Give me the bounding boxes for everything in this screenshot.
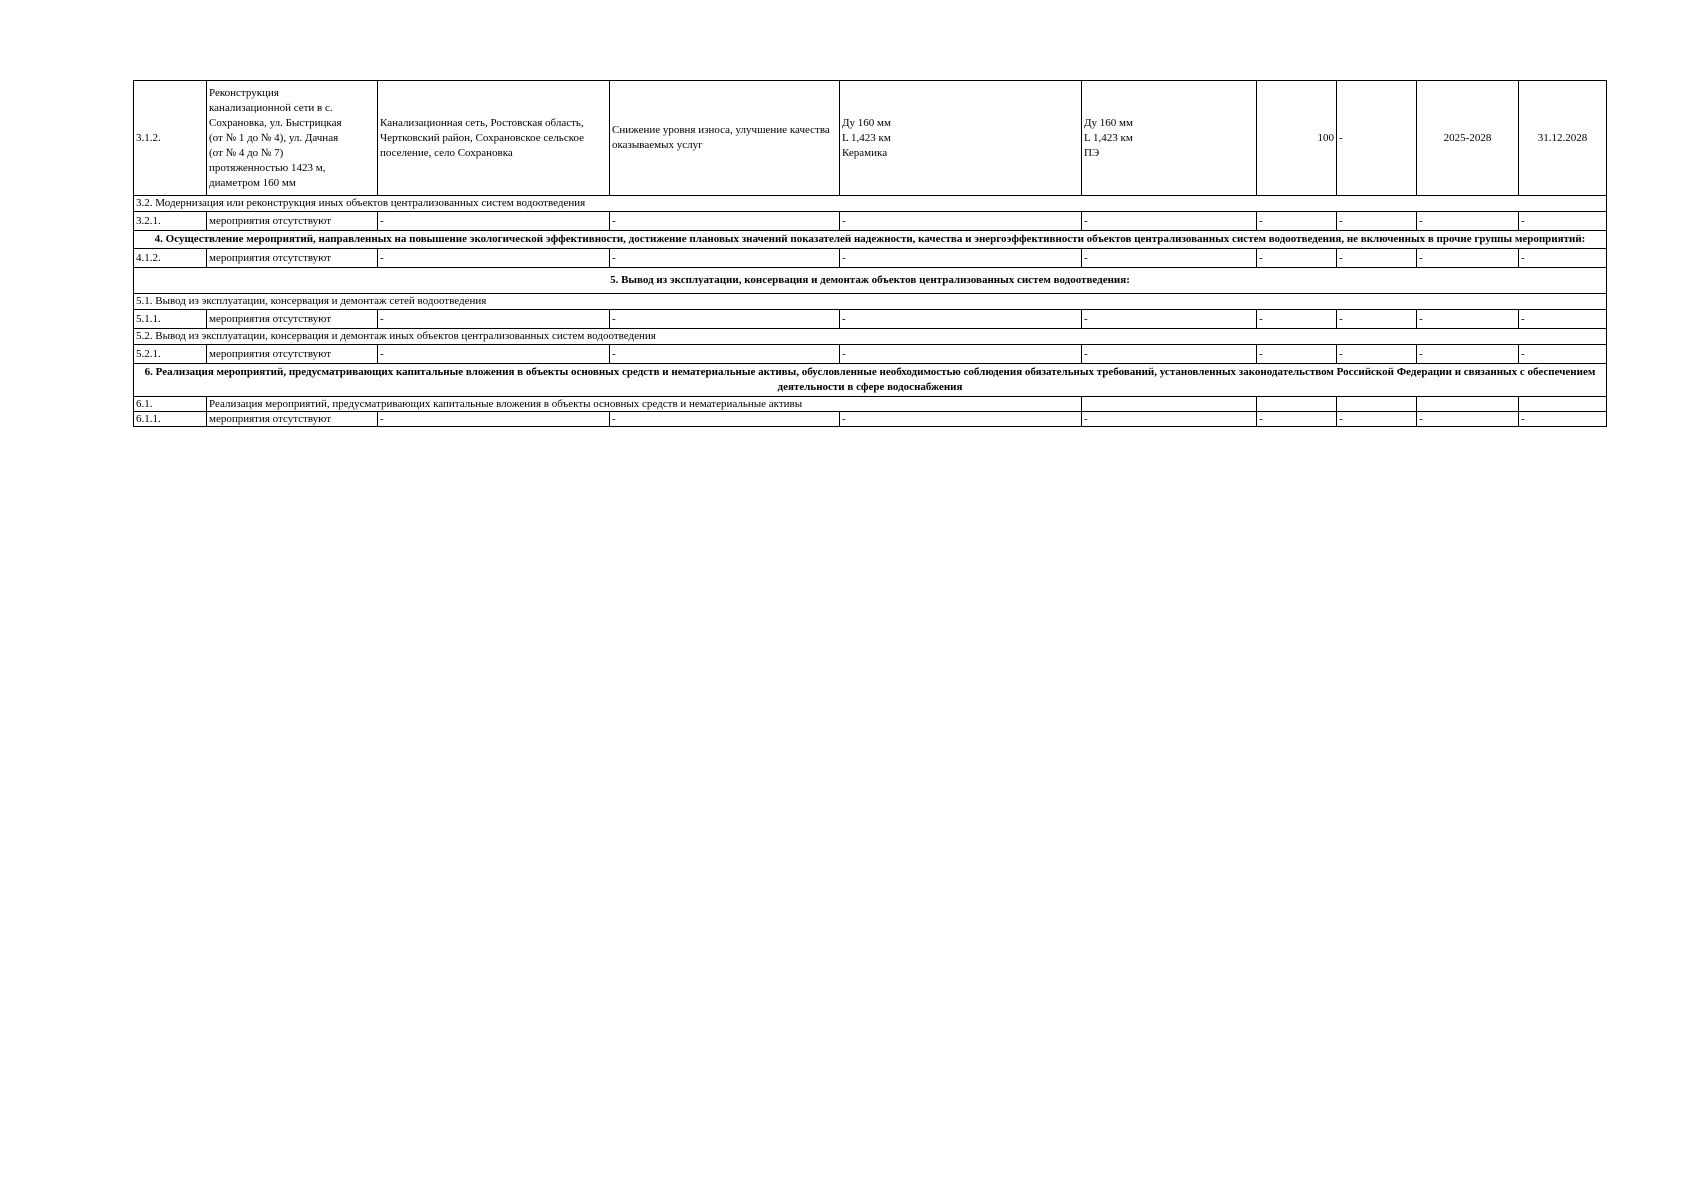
dash-cell: - xyxy=(1337,249,1417,268)
dash-cell: - xyxy=(840,249,1082,268)
dash-cell: - xyxy=(1337,310,1417,329)
object-location: Канализационная сеть, Ростовская область, Чертковский район, Сохрановское сельское поселение, село Сохрановка xyxy=(378,81,610,196)
dash-cell: - xyxy=(378,310,610,329)
subsection-row-5-1 xyxy=(134,294,1607,310)
row-number: 6.1. xyxy=(134,397,207,412)
row-number: 6.1.1. xyxy=(134,412,207,427)
section-row-5 xyxy=(134,268,1607,294)
row-number: 5.1.1. xyxy=(134,310,207,329)
empty-cell xyxy=(1417,397,1519,412)
dash-cell: - xyxy=(1257,412,1337,427)
table-row-6-1 xyxy=(134,397,1607,412)
dash-cell: - xyxy=(1519,212,1607,231)
indicator-before: Ду 160 мм L 1,423 км Керамика xyxy=(840,81,1082,196)
dash-cell: - xyxy=(1257,310,1337,329)
dash-cell: - xyxy=(1337,345,1417,364)
completion-date: 31.12.2028 xyxy=(1519,81,1607,196)
subsection-title: 5.1. Вывод из эксплуатации, консервация и демонтаж сетей водоотведения xyxy=(134,294,1607,310)
dash-cell: - xyxy=(378,345,610,364)
subsection-row-3-2 xyxy=(134,196,1607,212)
row-number: 4.1.2. xyxy=(134,249,207,268)
document-sheet xyxy=(133,80,1606,427)
dash-cell: - xyxy=(1082,212,1257,231)
dash-cell: - xyxy=(1082,249,1257,268)
table-row-6-1-1 xyxy=(134,412,1607,427)
measure-value: 100 xyxy=(1257,81,1337,196)
dash-cell: - xyxy=(610,412,840,427)
dash-cell: - xyxy=(378,412,610,427)
table-row-4-1-2 xyxy=(134,249,1607,268)
section-title: 4. Осуществление мероприятий, направленных на повышение экологической эффективности, достижение плановых значений показателей надежности, качества и энергоэффективности объектов централизованных систем водоотведения, не включенных в прочие группы мероприятий: xyxy=(134,231,1607,249)
dash-cell: - xyxy=(1519,249,1607,268)
dash-cell: - xyxy=(840,412,1082,427)
empty-cell xyxy=(1082,397,1257,412)
row-number: 5.2.1. xyxy=(134,345,207,364)
dash-cell: - xyxy=(610,345,840,364)
table-row-3-2-1 xyxy=(134,212,1607,231)
dash-cell: - xyxy=(378,249,610,268)
row-number: 3.2.1. xyxy=(134,212,207,231)
dash-cell: - xyxy=(378,212,610,231)
row-number: 3.1.2. xyxy=(134,81,207,196)
implementation-period: 2025-2028 xyxy=(1417,81,1519,196)
empty-cell xyxy=(1257,397,1337,412)
measure-name: мероприятия отсутствуют xyxy=(207,212,378,231)
dash-cell: - xyxy=(1417,345,1519,364)
dash-cell: - xyxy=(1519,310,1607,329)
dash-cell: - xyxy=(840,212,1082,231)
measure-name: мероприятия отсутствуют xyxy=(207,345,378,364)
dash-cell: - xyxy=(610,212,840,231)
empty-cell xyxy=(1519,397,1607,412)
section-title: 5. Вывод из эксплуатации, консервация и демонтаж объектов централизованных систем водоотведения: xyxy=(134,268,1607,294)
table-row-5-2-1 xyxy=(134,345,1607,364)
dash-cell: - xyxy=(1417,310,1519,329)
measure-name: Реконструкция канализационной сети в с. Сохрановка, ул. Быстрицкая (от № 1 до № 4), ул. Дачная (от № 4 до № 7) протяженностью 1423 м, диаметром 160 мм xyxy=(207,81,378,196)
dash-cell: - xyxy=(1082,310,1257,329)
dash-cell: - xyxy=(1417,212,1519,231)
dash-cell: - xyxy=(1519,345,1607,364)
dash-cell: - xyxy=(610,249,840,268)
subsection-title: 3.2. Модернизация или реконструкция иных объектов централизованных систем водоотведения xyxy=(134,196,1607,212)
measure-goal: Снижение уровня износа, улучшение качества оказываемых услуг xyxy=(610,81,840,196)
section-row-6 xyxy=(134,364,1607,397)
table-row-3-1-2 xyxy=(134,81,1607,196)
dash-cell: - xyxy=(840,310,1082,329)
measure-cell-8: - xyxy=(1337,81,1417,196)
dash-cell: - xyxy=(840,345,1082,364)
dash-cell: - xyxy=(1257,345,1337,364)
investment-program-table xyxy=(133,80,1607,427)
dash-cell: - xyxy=(610,310,840,329)
dash-cell: - xyxy=(1082,345,1257,364)
dash-cell: - xyxy=(1257,212,1337,231)
indicator-after: Ду 160 мм L 1,423 км ПЭ xyxy=(1082,81,1257,196)
section-title: 6. Реализация мероприятий, предусматривающих капитальные вложения в объекты основных средств и нематериальные активы, обусловленные необходимостью соблюдения обязательных требований, установленных законодательством Российской Федерации и связанных с обеспечением деятельности в сфере водоснабжения xyxy=(134,364,1607,397)
empty-cell xyxy=(1337,397,1417,412)
dash-cell: - xyxy=(1337,412,1417,427)
dash-cell: - xyxy=(1257,249,1337,268)
dash-cell: - xyxy=(1519,412,1607,427)
subsection-title: 5.2. Вывод из эксплуатации, консервация и демонтаж иных объектов централизованных систем водоотведения xyxy=(134,329,1607,345)
section-row-4 xyxy=(134,231,1607,249)
dash-cell: - xyxy=(1417,412,1519,427)
dash-cell: - xyxy=(1082,412,1257,427)
measure-name: мероприятия отсутствуют xyxy=(207,310,378,329)
measure-name: Реализация мероприятий, предусматривающих капитальные вложения в объекты основных средств и нематериальные активы xyxy=(207,397,1082,412)
dash-cell: - xyxy=(1337,212,1417,231)
dash-cell: - xyxy=(1417,249,1519,268)
subsection-row-5-2 xyxy=(134,329,1607,345)
measure-name: мероприятия отсутствуют xyxy=(207,412,378,427)
table-row-5-1-1 xyxy=(134,310,1607,329)
measure-name: мероприятия отсутствуют xyxy=(207,249,378,268)
